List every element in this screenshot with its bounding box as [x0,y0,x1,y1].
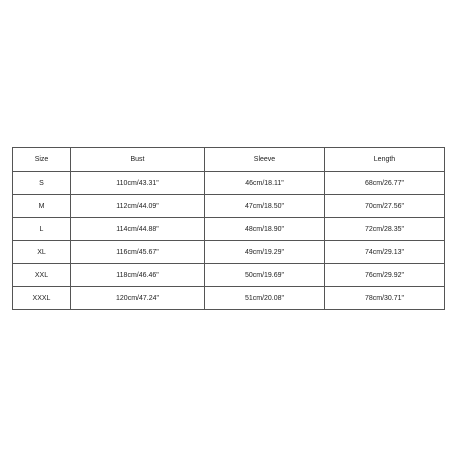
table-row [13,195,445,218]
table-row [13,172,445,195]
cell-sleeve: 48cm/18.90" [205,218,325,241]
cell-size: XL [13,241,71,264]
cell-length: 72cm/28.35" [325,218,445,241]
header-length: Length [325,148,445,172]
cell-size: S [13,172,71,195]
header-size: Size [13,148,71,172]
cell-bust: 114cm/44.88" [71,218,205,241]
cell-sleeve: 46cm/18.11" [205,172,325,195]
cell-size: XXL [13,264,71,287]
cell-bust: 112cm/44.09" [71,195,205,218]
header-sleeve: Sleeve [205,148,325,172]
cell-length: 68cm/26.77" [325,172,445,195]
cell-sleeve: 47cm/18.50" [205,195,325,218]
cell-sleeve: 49cm/19.29" [205,241,325,264]
cell-bust: 118cm/46.46" [71,264,205,287]
cell-length: 70cm/27.56" [325,195,445,218]
table-row [13,241,445,264]
table-row [13,287,445,310]
cell-length: 78cm/30.71" [325,287,445,310]
cell-length: 74cm/29.13" [325,241,445,264]
size-chart-table [12,147,445,310]
cell-sleeve: 50cm/19.69" [205,264,325,287]
cell-size: M [13,195,71,218]
table-header-row [13,148,445,172]
cell-size: XXXL [13,287,71,310]
cell-bust: 120cm/47.24" [71,287,205,310]
cell-bust: 110cm/43.31" [71,172,205,195]
cell-length: 76cm/29.92" [325,264,445,287]
table-row [13,218,445,241]
cell-bust: 116cm/45.67" [71,241,205,264]
cell-size: L [13,218,71,241]
cell-sleeve: 51cm/20.08" [205,287,325,310]
table-row [13,264,445,287]
header-bust: Bust [71,148,205,172]
